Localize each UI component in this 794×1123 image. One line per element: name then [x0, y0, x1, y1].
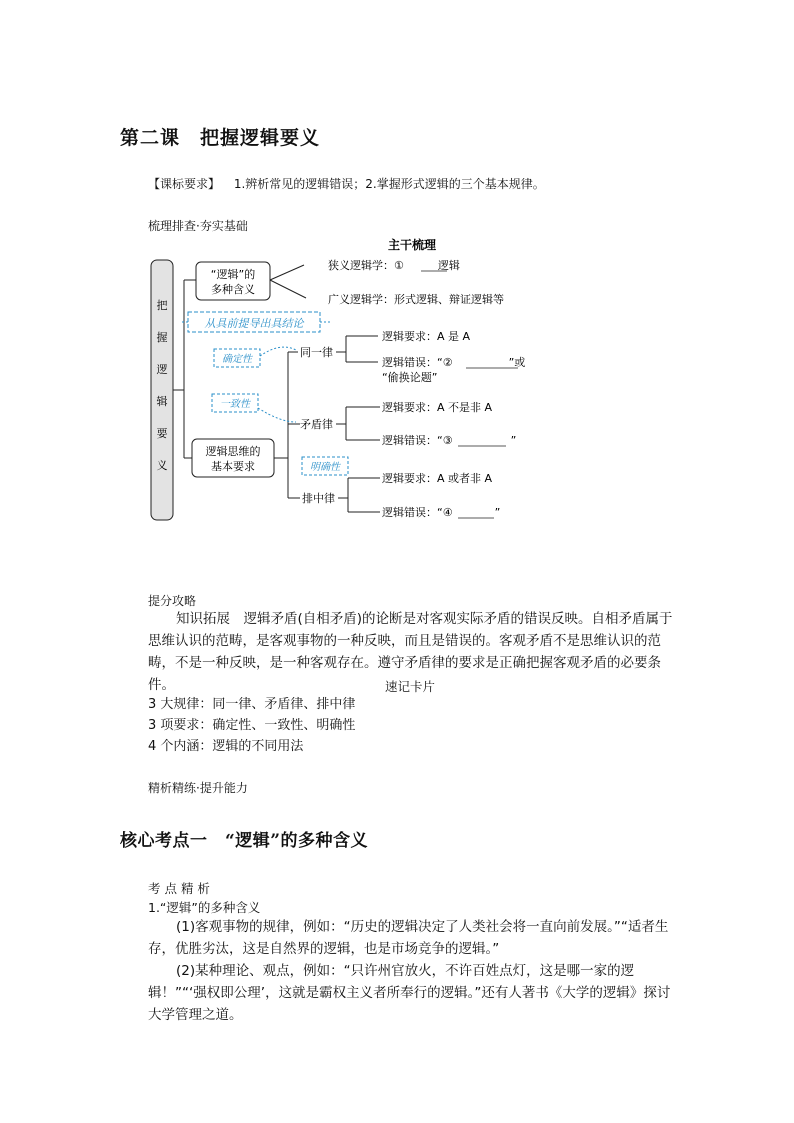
- root-connectors: [173, 280, 196, 458]
- analysis-label: 考 点 精 析: [148, 881, 210, 896]
- card-title: 速记卡片: [385, 679, 436, 694]
- svg-text:把: 把: [156, 299, 168, 312]
- branch-requirements-line1: 逻辑思维的: [205, 445, 261, 458]
- svg-text:握: 握: [156, 331, 168, 344]
- law-connectors: [336, 336, 380, 512]
- law-excluded-middle: 排中律: [302, 492, 335, 505]
- identity-requirement: 逻辑要求：A 是 A: [382, 330, 471, 343]
- identity-error-2: “偷换论题”: [382, 371, 438, 384]
- card-line-meanings: 4 个内涵：逻辑的不同用法: [148, 739, 304, 754]
- point1-paragraph-2: (2)某种理论、观点，例如：“只许州官放火，不许百姓点灯，这是哪一家的逻辑！”“‘强权即公理’，这就是霸权主义者所奉行的逻辑。”还有人著书《大学的逻辑》探讨大学管理之道。: [148, 963, 671, 1023]
- broad-logic: 广义逻辑学：形式逻辑、辩证逻辑等: [328, 293, 504, 306]
- card-line-laws: 3 大规律：同一律、矛盾律、排中律: [148, 697, 356, 712]
- note-definiteness: [214, 347, 296, 367]
- svg-text:确定性: 确定性: [222, 354, 252, 365]
- requirement-label: 【课标要求】: [148, 177, 221, 191]
- card-line-requirements: 3 项要求：确定性、一致性、明确性: [148, 718, 356, 733]
- requirement-text: 1.辨析常见的逻辑错误；2.掌握形式逻辑的三个基本规律。: [233, 177, 545, 191]
- svg-text:明确性: 明确性: [310, 462, 340, 473]
- lesson-title: 第二课 把握逻辑要义: [120, 127, 321, 149]
- law-contradiction: 矛盾律: [300, 418, 333, 431]
- excluded-middle-requirement: 逻辑要求：A 或者非 A: [382, 472, 493, 485]
- card-lines: [148, 694, 355, 757]
- knowledge-diagram: [140, 232, 550, 527]
- branch1-connectors: [270, 265, 306, 298]
- core-point-title: 核心考点一 “逻辑”的多种含义: [120, 831, 369, 851]
- curriculum-requirement: [148, 175, 545, 192]
- svg-text:义: 义: [156, 459, 168, 472]
- strategy-label: 提分攻略: [148, 594, 197, 608]
- note-clarity: [302, 457, 348, 475]
- point1-paragraph-1: (1)客观事物的规律，例如：“历史的逻辑决定了人类社会将一直向前发展。”“适者生存，优胜劣汰，这是自然界的逻辑，也是市场竞争的逻辑。”: [148, 919, 669, 957]
- contradiction-error: 逻辑错误：“③ ”: [382, 434, 517, 447]
- note-consistency: [212, 394, 296, 422]
- note-conclusion: [182, 312, 330, 332]
- branch-meanings-line1: “逻辑”的: [210, 268, 256, 281]
- point1-title: 1.“逻辑”的多种含义: [148, 900, 261, 915]
- svg-text:辑: 辑: [156, 395, 168, 408]
- law-identity: 同一律: [300, 346, 333, 359]
- svg-text:逻: 逻: [156, 363, 168, 376]
- identity-error: 逻辑错误：“② ”或: [382, 356, 526, 369]
- section-practice-label: 精析精练·提升能力: [148, 781, 248, 795]
- svg-text:从具前提导出具结论: 从具前提导出具结论: [204, 317, 304, 330]
- svg-text:一致性: 一致性: [220, 399, 250, 410]
- branch-requirements-line2: 基本要求: [211, 460, 255, 473]
- branch-meanings-line2: 多种含义: [211, 283, 255, 296]
- svg-text:要: 要: [156, 427, 168, 440]
- section-basics-label: 梳理排查·夯实基础: [148, 219, 248, 233]
- contradiction-requirement: 逻辑要求：A 不是非 A: [382, 401, 493, 414]
- excluded-middle-error: 逻辑错误：“④ ”: [382, 506, 501, 519]
- diagram-title: 主干梳理: [387, 238, 437, 252]
- knowledge-expansion: 知识拓展 逻辑矛盾(自相矛盾)的论断是对客观实际矛盾的错误反映。自相矛盾属于思维认识的范畴，是客观事物的一种反映，而且是错误的。客观矛盾不是思维认识的范畴，不是一种反映，是一种客观存在。遵守矛盾律的要求是正确把握客观矛盾的必要条件。: [148, 611, 673, 693]
- branch2-connectors: [274, 352, 300, 498]
- narrow-logic: 狭义逻辑学：① 逻辑: [328, 259, 460, 272]
